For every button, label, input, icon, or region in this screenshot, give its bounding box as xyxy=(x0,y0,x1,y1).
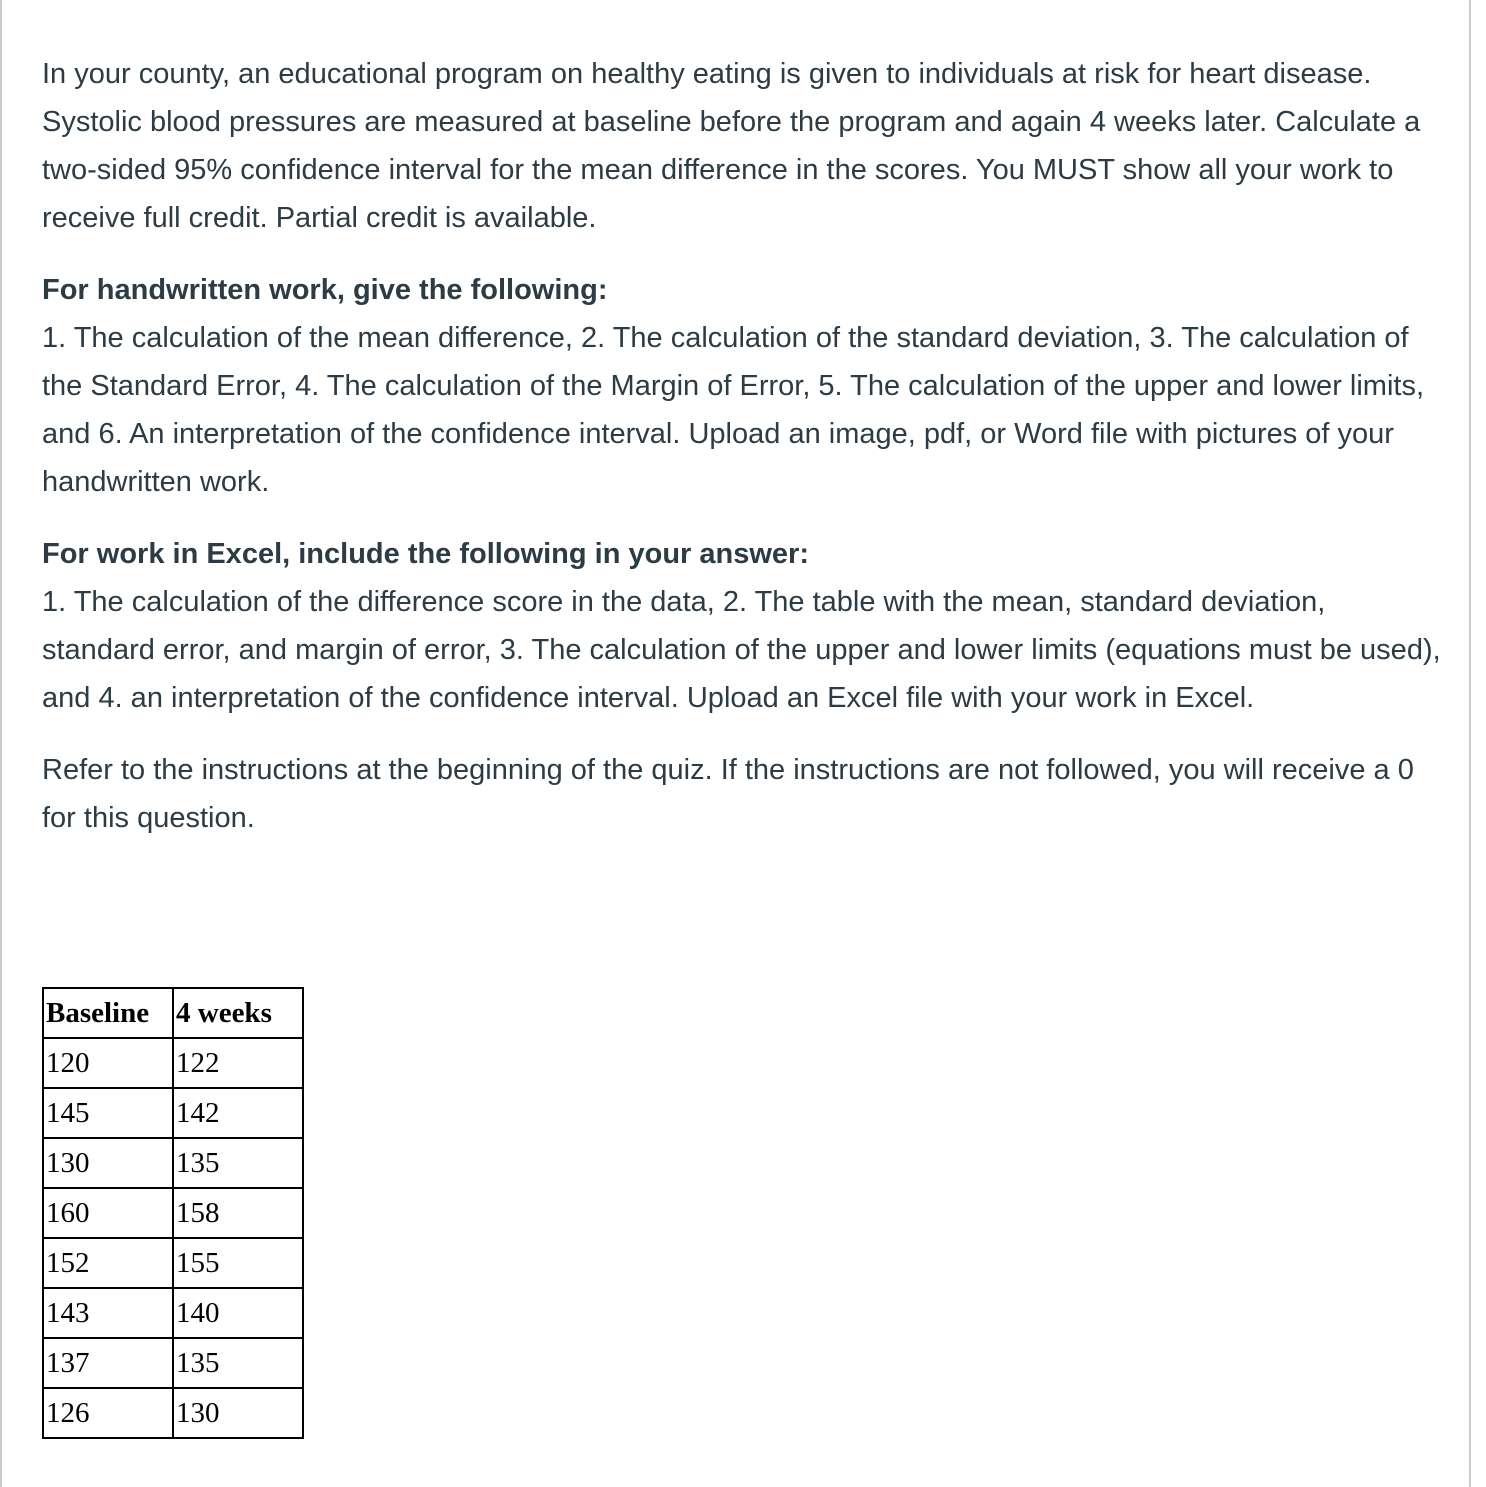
four-weeks-cell: 135 xyxy=(173,1138,303,1188)
intro-paragraph: In your county, an educational program on healthy eating is given to individuals at risk for heart disease. Systolic blood pressures are measured at baseline before the program and again 4 weeks later. Calculate a two-sided 95% confidence interval for the mean difference in the scores. You MUST show all your work to receive full credit. Partial credit is available. xyxy=(42,58,1421,234)
four-weeks-cell: 122 xyxy=(173,1038,303,1088)
table-row xyxy=(43,1238,303,1288)
table-row xyxy=(43,1138,303,1188)
four-weeks-cell: 135 xyxy=(173,1338,303,1388)
blood-pressure-table xyxy=(42,987,304,1439)
four-weeks-cell: 155 xyxy=(173,1238,303,1288)
handwritten-heading: For handwritten work, give the following: xyxy=(42,274,608,306)
baseline-cell: 145 xyxy=(43,1088,173,1138)
excel-body: 1. The calculation of the difference score in the data, 2. The table with the mean, standard deviation, standard error, and margin of error, 3. The calculation of the upper and lower limits (equations must be used), and 4. an interpretation of the confidence interval. Upload an Excel file with your work in Excel. xyxy=(42,586,1441,714)
baseline-cell: 130 xyxy=(43,1138,173,1188)
four-weeks-cell: 130 xyxy=(173,1388,303,1438)
table-row xyxy=(43,1338,303,1388)
handwritten-body: 1. The calculation of the mean difference, 2. The calculation of the standard deviation, 3. The calculation of the Standard Error, 4. The calculation of the Margin of Error, 5. The calculation of the upper and lower limits, and 6. An interpretation of the confidence interval. Upload an image, pdf, or Word file with pictures of your handwritten work. xyxy=(42,322,1425,498)
baseline-cell: 137 xyxy=(43,1338,173,1388)
instructions-note: Refer to the instructions at the beginning of the quiz. If the instructions are not followed, you will receive a 0 for this question. xyxy=(42,754,1414,834)
baseline-cell: 160 xyxy=(43,1188,173,1238)
handwritten-section xyxy=(42,266,1442,506)
table-row xyxy=(43,1038,303,1088)
four-weeks-cell: 142 xyxy=(173,1088,303,1138)
baseline-cell: 152 xyxy=(43,1238,173,1288)
header-baseline: Baseline xyxy=(43,988,173,1038)
table-row xyxy=(43,1388,303,1438)
table-row xyxy=(43,1188,303,1238)
excel-section xyxy=(42,530,1442,722)
table-header-row xyxy=(43,988,303,1038)
baseline-cell: 120 xyxy=(43,1038,173,1088)
four-weeks-cell: 158 xyxy=(173,1188,303,1238)
header-4-weeks: 4 weeks xyxy=(173,988,303,1038)
baseline-cell: 126 xyxy=(43,1388,173,1438)
table-row xyxy=(43,1288,303,1338)
baseline-cell: 143 xyxy=(43,1288,173,1338)
table-row xyxy=(43,1088,303,1138)
question-text xyxy=(42,50,1442,866)
four-weeks-cell: 140 xyxy=(173,1288,303,1338)
excel-heading: For work in Excel, include the following in your answer: xyxy=(42,538,809,570)
